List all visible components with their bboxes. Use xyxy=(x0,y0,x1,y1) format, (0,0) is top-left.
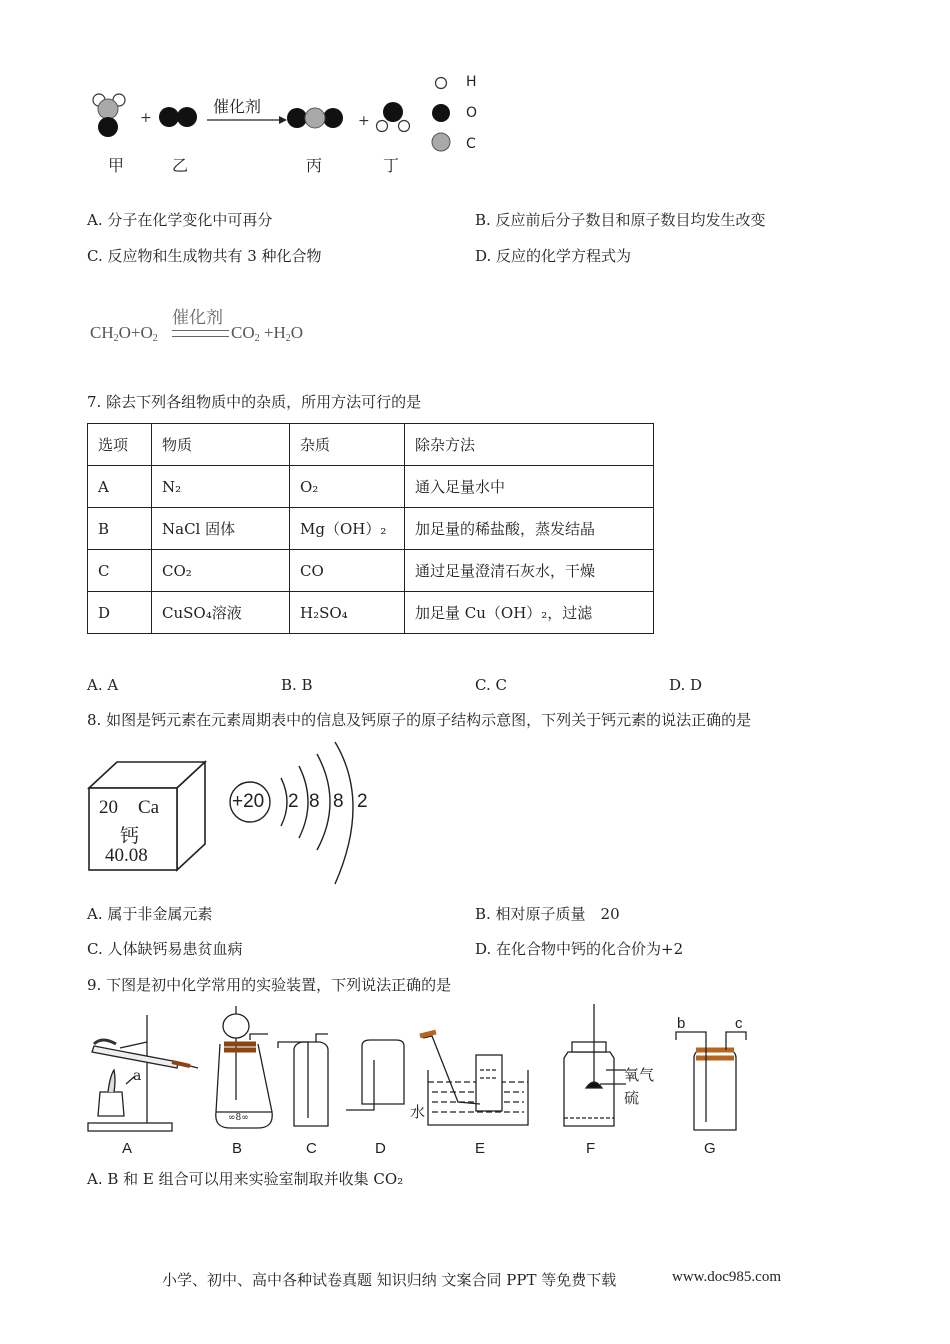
apparatus-label-a: A xyxy=(122,1140,133,1157)
table-header-row xyxy=(88,424,654,466)
apparatus-a xyxy=(88,1015,198,1131)
table-cell: D xyxy=(88,592,152,634)
equation-rhs: $CO_2 +H_2O$ xyxy=(231,323,304,344)
svg-text:∞8∞: ∞8∞ xyxy=(228,1113,249,1123)
table-cell: A xyxy=(88,466,152,508)
table-header: 物质 xyxy=(152,424,290,466)
table-cell: CO₂ xyxy=(152,550,290,592)
annotation-oxygen: 氧气 xyxy=(624,1066,655,1084)
equation-catalyst: 催化剂 xyxy=(172,308,223,328)
table-header: 杂质 xyxy=(290,424,405,466)
element-number: 20 xyxy=(99,797,118,818)
electron-shell-1 xyxy=(281,778,287,826)
svg-text:+: + xyxy=(140,110,152,126)
table-cell: Mg（OH）₂ xyxy=(290,508,405,550)
table-cell: B xyxy=(88,508,152,550)
table-header: 选项 xyxy=(88,424,152,466)
chemical-equation xyxy=(90,303,350,353)
apparatus-label-d: D xyxy=(375,1140,386,1157)
element-name: 钙 xyxy=(120,825,140,847)
label-a-lower: a xyxy=(133,1068,142,1084)
table-header: 除杂方法 xyxy=(405,424,654,466)
footer-link[interactable]: www.doc985.com xyxy=(672,1269,782,1285)
reaction-diagram xyxy=(80,70,500,185)
label-jia: 甲 xyxy=(108,156,125,175)
molecule-ding xyxy=(377,102,410,132)
table-row xyxy=(88,466,654,508)
electron-shell-2 xyxy=(299,766,308,838)
shell-electrons-2: 8 xyxy=(309,791,320,812)
apparatus-d xyxy=(346,1040,404,1110)
catalyst-label: 催化剂 xyxy=(213,97,262,116)
element-mass: 40.08 xyxy=(105,845,148,866)
q7-option-b[interactable]: B. B xyxy=(281,676,313,694)
molecule-bing xyxy=(287,108,343,128)
nucleus-charge: +20 xyxy=(232,791,265,812)
q6-option-a[interactable]: A. 分子在化学变化中可再分 xyxy=(87,211,273,229)
q6-option-b[interactable]: B. 反应前后分子数目和原子数目均发生改变 xyxy=(475,211,766,229)
table-cell: 通过足量澄清石灰水，干燥 xyxy=(405,550,654,592)
q8-option-b[interactable]: B. 相对原子质量 20 xyxy=(475,905,620,923)
label-ding: 丁 xyxy=(383,156,400,175)
q7-stem: 7. 除去下列各组物质中的杂质，所用方法可行的是 xyxy=(87,393,422,411)
q7-option-c[interactable]: C. C xyxy=(475,676,507,694)
q8-stem: 8. 如图是钙元素在元素周期表中的信息及钙原子的原子结构示意图，下列关于钙元素的说法正确的是 xyxy=(87,711,752,729)
apparatus-label-e: E xyxy=(475,1140,486,1157)
table-cell: C xyxy=(88,550,152,592)
q6-option-d[interactable]: D. 反应的化学方程式为 xyxy=(475,247,632,265)
q8-option-a[interactable]: A. 属于非金属元素 xyxy=(87,905,213,923)
legend-o: O xyxy=(466,105,478,121)
table-cell: CO xyxy=(290,550,405,592)
atom-structure-diagram xyxy=(225,738,385,893)
table-cell: 加足量的稀盐酸，蒸发结晶 xyxy=(405,508,654,550)
table-row xyxy=(88,550,654,592)
q8-option-c[interactable]: C. 人体缺钙易患贫血病 xyxy=(87,940,243,958)
element-symbol: Ca xyxy=(138,797,160,818)
table-cell: O₂ xyxy=(290,466,405,508)
shell-electrons-3: 8 xyxy=(333,791,344,812)
table-cell: 加足量 Cu（OH）₂，过滤 xyxy=(405,592,654,634)
table-row xyxy=(88,592,654,634)
table-cell: H₂SO₄ xyxy=(290,592,405,634)
equation-equals xyxy=(172,330,229,337)
legend-h: H xyxy=(466,74,477,90)
table-cell: CuSO₄溶液 xyxy=(152,592,290,634)
apparatus-label-b: B xyxy=(232,1140,243,1157)
apparatus-e xyxy=(420,1032,528,1125)
molecule-jia xyxy=(93,94,125,137)
shell-electrons-1: 2 xyxy=(288,791,299,812)
q8-option-d[interactable]: D. 在化合物中钙的化合价为+2 xyxy=(475,940,684,958)
q7-option-d[interactable]: D. D xyxy=(669,676,703,694)
q7-table xyxy=(87,423,654,634)
footer-text: 小学、初中、高中各种试卷真题 知识归纳 文案合同 PPT 等免费下载 xyxy=(162,1271,617,1289)
table-row xyxy=(88,508,654,550)
molecule-yi xyxy=(159,107,197,127)
electron-shell-4 xyxy=(335,742,353,884)
apparatus-label-g: G xyxy=(704,1140,716,1157)
atom-legend xyxy=(432,78,450,152)
equation-lhs: $CH_2O+O_2$ xyxy=(90,323,158,344)
apparatus-label-f: F xyxy=(586,1140,596,1157)
annotation-b: b xyxy=(677,1015,686,1032)
annotation-water: 水 xyxy=(410,1103,426,1121)
q7-option-a[interactable]: A. A xyxy=(87,676,119,694)
annotation-sulfur: 硫 xyxy=(624,1089,640,1107)
q9-option-a[interactable]: A. B 和 E 组合可以用来实验室制取并收集 CO₂ xyxy=(87,1170,404,1188)
apparatus-label-c: C xyxy=(306,1140,317,1157)
label-bing: 丙 xyxy=(306,156,323,175)
shell-electrons-4: 2 xyxy=(357,791,368,812)
legend-c: C xyxy=(466,136,476,152)
q9-stem: 9. 下图是初中化学常用的实验装置，下列说法正确的是 xyxy=(87,976,452,994)
annotation-c: c xyxy=(735,1015,743,1032)
q6-option-c[interactable]: C. 反应物和生成物共有 3 种化合物 xyxy=(87,247,322,265)
table-cell: N₂ xyxy=(152,466,290,508)
apparatus-f xyxy=(564,1004,626,1126)
label-yi: 乙 xyxy=(172,156,189,175)
table-cell: NaCl 固体 xyxy=(152,508,290,550)
apparatus-b xyxy=(216,1006,272,1128)
table-cell: 通入足量水中 xyxy=(405,466,654,508)
svg-text:+: + xyxy=(358,113,370,129)
apparatus-g xyxy=(676,1032,746,1130)
apparatus-c xyxy=(278,1034,328,1126)
